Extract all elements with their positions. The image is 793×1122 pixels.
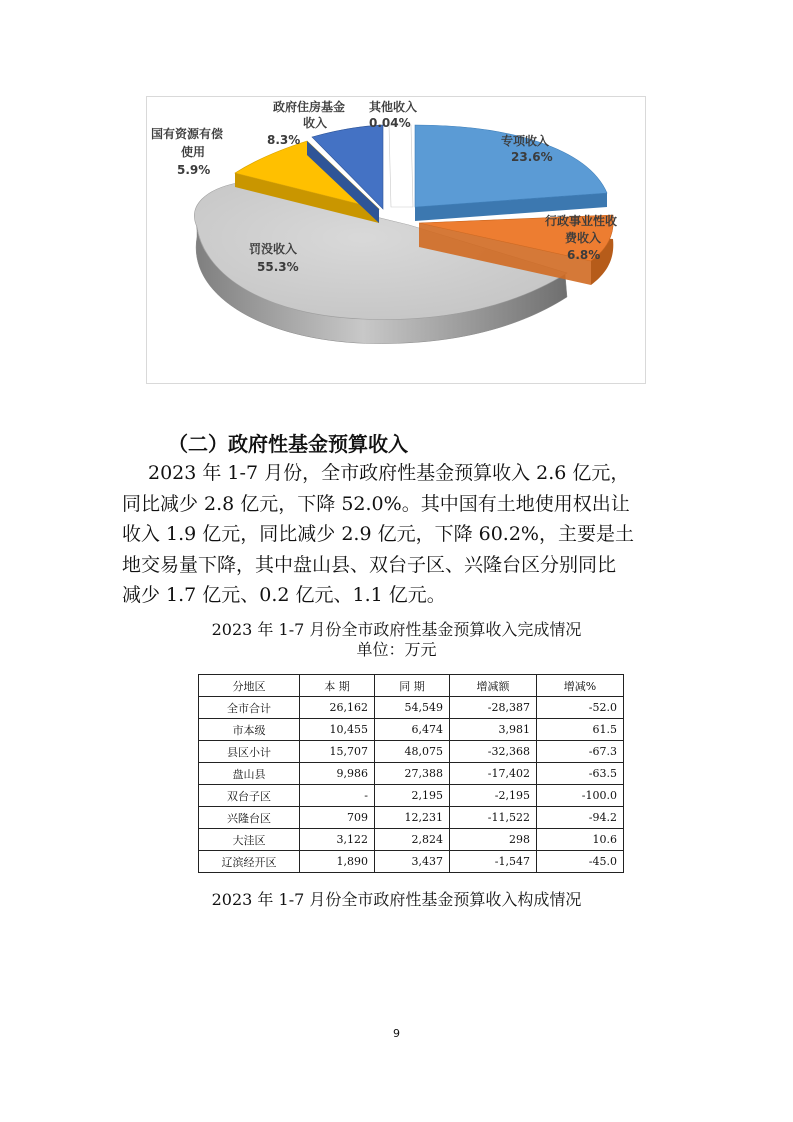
- label-zhufang-1: 政府住房基金: [273, 100, 346, 114]
- table-row: [199, 851, 624, 873]
- section-heading: （二）政府性基金预算收入: [168, 432, 408, 456]
- label-fa-pct: 55.3%: [257, 260, 299, 274]
- paragraph-line: 减少 1.7 亿元、0.2 亿元、1.1 亿元。: [122, 584, 446, 606]
- section-paragraph: [122, 458, 682, 611]
- pie-slice-qita: [389, 125, 413, 207]
- cell: 6,474: [375, 719, 450, 741]
- cell: -1,547: [450, 851, 537, 873]
- col-header: 同 期: [375, 675, 450, 697]
- cell: 48,075: [375, 741, 450, 763]
- cell: -17,402: [450, 763, 537, 785]
- col-header: 本 期: [300, 675, 375, 697]
- label-fa-1: 罚没收入: [249, 242, 298, 256]
- cell: 3,981: [450, 719, 537, 741]
- cell: 市本级: [199, 719, 300, 741]
- table-row: [199, 829, 624, 851]
- label-xingzheng-1: 行政事业性收: [545, 214, 618, 228]
- label-zhuanxiang-1: 专项收入: [501, 134, 550, 148]
- cell: -94.2: [537, 807, 624, 829]
- cell: -45.0: [537, 851, 624, 873]
- table-row: [199, 719, 624, 741]
- pie-chart-svg: [147, 97, 647, 385]
- label-zhufang-2: 收入: [302, 116, 328, 130]
- cell: 3,122: [300, 829, 375, 851]
- cell: -32,368: [450, 741, 537, 763]
- cell: 26,162: [300, 697, 375, 719]
- paragraph-line: 2023 年 1-7 月份，全市政府性基金预算收入 2.6 亿元，: [148, 462, 630, 484]
- label-xingzheng-2: 费收入: [565, 231, 602, 245]
- label-zhuanxiang-pct: 23.6%: [511, 150, 553, 164]
- col-header: 分地区: [199, 675, 300, 697]
- cell: -: [300, 785, 375, 807]
- cell: 27,388: [375, 763, 450, 785]
- table-row: [199, 741, 624, 763]
- cell: 全市合计: [199, 697, 300, 719]
- cell: -2,195: [450, 785, 537, 807]
- col-header: 增减额: [450, 675, 537, 697]
- label-xingzheng-pct: 6.8%: [567, 248, 601, 262]
- label-guoyou-pct: 5.9%: [177, 163, 211, 177]
- cell: 大洼区: [199, 829, 300, 851]
- cell: -100.0: [537, 785, 624, 807]
- cell: 15,707: [300, 741, 375, 763]
- cell: -52.0: [537, 697, 624, 719]
- cell: 10.6: [537, 829, 624, 851]
- label-qita-pct: 0.04%: [369, 116, 411, 130]
- cell: -28,387: [450, 697, 537, 719]
- paragraph-line: 收入 1.9 亿元，同比减少 2.9 亿元，下降 60.2%，主要是土: [122, 523, 634, 545]
- cell: 2,195: [375, 785, 450, 807]
- cell: 县区小计: [199, 741, 300, 763]
- cell: 61.5: [537, 719, 624, 741]
- table-row: [199, 763, 624, 785]
- cell: 12,231: [375, 807, 450, 829]
- page-number: 9: [393, 1027, 400, 1040]
- table-row: [199, 807, 624, 829]
- cell: 兴隆台区: [199, 807, 300, 829]
- cell: 1,890: [300, 851, 375, 873]
- table-header-row: [199, 675, 624, 697]
- label-guoyou-2: 使用: [181, 145, 206, 159]
- pie-chart: [146, 96, 646, 384]
- cell: -63.5: [537, 763, 624, 785]
- cell: 54,549: [375, 697, 450, 719]
- label-qita-1: 其他收入: [369, 100, 418, 114]
- label-zhufang-pct: 8.3%: [267, 133, 301, 147]
- revenue-table: [198, 674, 624, 873]
- cell: 298: [450, 829, 537, 851]
- col-header: 增减%: [537, 675, 624, 697]
- paragraph-line: 地交易量下降，其中盘山县、双台子区、兴隆台区分别同比: [122, 553, 617, 576]
- next-chart-caption: 2023 年 1-7 月份全市政府性基金预算收入构成情况: [211, 890, 582, 909]
- table-unit: 单位：万元: [356, 640, 437, 659]
- cell: 盘山县: [199, 763, 300, 785]
- cell: 709: [300, 807, 375, 829]
- paragraph-line: 同比减少 2.8 亿元，下降 52.0%。其中国有土地使用权出让: [122, 492, 630, 515]
- cell: 双台子区: [199, 785, 300, 807]
- cell: 2,824: [375, 829, 450, 851]
- cell: 3,437: [375, 851, 450, 873]
- cell: 9,986: [300, 763, 375, 785]
- cell: 辽滨经开区: [199, 851, 300, 873]
- table-row: [199, 697, 624, 719]
- table-title: 2023 年 1-7 月份全市政府性基金预算收入完成情况: [211, 620, 582, 639]
- cell: -11,522: [450, 807, 537, 829]
- cell: 10,455: [300, 719, 375, 741]
- cell: -67.3: [537, 741, 624, 763]
- label-guoyou-1: 国有资源有偿: [151, 127, 224, 141]
- table-row: [199, 785, 624, 807]
